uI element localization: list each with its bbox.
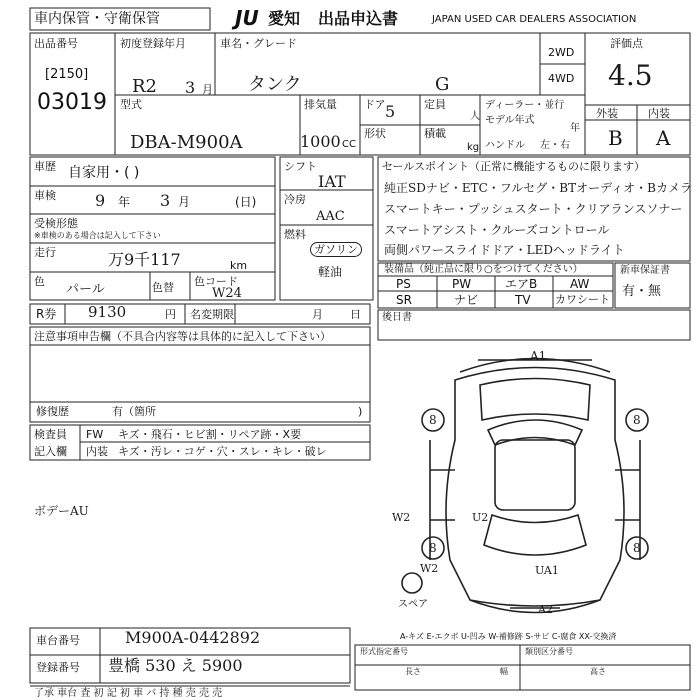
doors-label: ドア [364,98,386,111]
sales-line: 両側パワースライドドア・LEDヘッドライト [384,243,625,257]
plate-label: 登録番号 [36,661,80,674]
equip-aw: AW [570,277,590,291]
spare-label: スペア [398,599,428,610]
fw-options: キズ・飛石・ヒビ割・リペア跡・X要 [118,428,302,441]
equip-leather: カワシート [555,293,610,306]
equip-ps: PS [396,277,411,291]
load-unit: kg [467,142,480,153]
fuel-diesel: 軽油 [318,265,343,279]
doc-field-1: 形式指定番号 [360,647,408,656]
plate-value: 豊橋 530 え 5900 [108,656,243,675]
name-change-day: 日 [350,308,361,321]
ju-logo: JU [235,6,259,30]
ext-label: 外装 [596,107,618,120]
shift-value: IAT [318,172,346,191]
displacement-value: 1000 [300,132,341,151]
sales-line: 純正SDナビ・ETC・フルセグ・BTオーディオ・Bカメラ [384,181,692,195]
equip-tv: TV [515,293,531,307]
length-label: 長さ [405,667,421,676]
mark-w2-side: W2 [392,511,411,524]
color-value: パール [66,282,105,297]
org-english: JAPAN USED CAR DEALERS ASSOCIATION [432,14,637,25]
mileage-label: 走行 [34,246,56,259]
history-value: 自家用・( ) [68,165,140,181]
receipt-label: 受検形態 [34,217,78,230]
model-grade: G [435,74,450,95]
score-label: 評価点 [610,37,643,50]
notes-label: 注意事項申告欄（不具合内容等は具体的に記入して下さい） [34,330,331,343]
first-reg-month: 3 [185,78,196,97]
drive-2wd: 2WD [548,46,575,59]
int-grade: A [656,126,671,150]
cooling-value: AAC [316,209,345,224]
model-year-unit: 年 [570,123,580,134]
lot-label: 出品番号 [34,37,78,50]
inspection-year-unit: 年 [118,195,131,209]
inspection-month: 3 [160,191,171,210]
capacity-unit: 人 [470,111,480,122]
bottom-stamp-row: 了承 車台 査 初 記 初 車 バ 持 種 売 売 売 [34,688,223,699]
lot-number: 03019 [37,90,107,115]
fw-tag: FW [86,428,104,441]
first-reg-era: R2 [132,76,158,97]
inspection-year: 9 [95,191,106,210]
sales-line: スマートキー・プッシュスタート・クリアランスソナー [384,202,683,216]
doc-title: 出品申込書 [318,9,399,28]
inspector-label2: 記入欄 [34,445,67,458]
fuel-label: 燃料 [284,228,306,241]
mark-w2-rear: W2 [420,562,439,575]
load-label: 積載 [424,127,446,140]
mark-tire-rr: 8 [633,541,641,555]
sales-label: セールスポイント（正常に機能するものに限ります） [382,160,646,173]
equip-airbag: エアB [505,277,538,291]
model-label: 車名・グレード [220,37,297,50]
capacity-label: 定員 [424,98,446,111]
dealer-label: ディーラー・並行 [485,100,565,111]
equip-sr: SR [396,293,412,307]
int-label: 内装 [648,107,670,120]
rear-seat-label: 後日書 [382,312,412,323]
cooling-label: 冷房 [284,193,306,206]
type-label: 型式 [120,98,142,111]
lot-sub: [2150] [45,67,89,82]
first-reg-month-unit: 月 [202,83,213,96]
handle-label: ハンドル [485,140,525,151]
doc-field-2: 類別区分番号 [525,647,573,656]
receipt-note: ※車検のある場合は記入して下さい [34,231,161,240]
interior-options: キズ・汚レ・コゲ・穴・スレ・キレ・破レ [118,445,327,458]
mark-u2: U2 [472,511,489,524]
model-year-label: モデル年式 [485,115,535,126]
inspector-note: ボデーAU [34,504,89,518]
mileage-value: 万9千117 [108,250,181,269]
ext-grade: B [608,126,623,150]
mark-tire-fr: 8 [633,413,641,427]
sales-line: スマートアシスト・クルーズコントロール [384,223,610,237]
name-change-month: 月 [312,308,323,321]
damage-legend: A-キズ E-エクボ U-凹み W-補修跡 S-サビ C-腐食 XX-交換済 [400,632,617,641]
mark-tire-fl: 8 [429,413,437,427]
inspection-label: 車検 [34,189,56,202]
mark-tire-rl: 8 [429,541,437,555]
chassis-label: 車台番号 [36,634,80,647]
chassis-value: M900A-0442892 [125,628,261,647]
handle-value: 左・右 [540,140,570,151]
repair-label: 修復歴 [36,405,69,418]
warranty-label: 新車保証書 [620,265,670,276]
repair-close: ) [358,405,363,418]
inspector-label: 検査員 [34,428,67,441]
fuel-gasoline: ガソリン [310,242,362,257]
color-label: 色 [34,275,45,288]
recycle-label: R券 [36,307,57,321]
displacement-unit: CC [342,139,356,150]
org-name: 愛知 [268,9,301,28]
equipment-label: 装備品（純正品に限り○をつけてください） [384,264,583,275]
first-reg-label: 初度登録年月 [120,37,186,50]
color-code-label: 色コード [194,275,238,288]
doors-value: 5 [385,102,396,121]
recycle-value: 9130 [88,303,127,321]
mark-ua1: UA1 [535,564,559,577]
recycle-unit: 円 [165,308,176,321]
shape-label: 形状 [364,127,386,140]
repair-value: 有（箇所 [112,405,156,418]
score-value: 4.5 [608,59,653,92]
shift-label: シフト [284,160,317,173]
height-label: 高さ [590,667,606,676]
model-name: タンク [248,74,302,95]
width-label: 幅 [500,667,508,676]
displacement-label: 排気量 [304,98,337,111]
equip-pw: PW [452,277,472,291]
history-label: 車歴 [34,160,56,173]
drive-4wd: 4WD [548,72,575,85]
warranty-value: 有・無 [622,284,662,299]
storage-title: 車内保管・守衛保管 [34,11,160,27]
inspection-day-unit: (日) [235,195,257,209]
name-change-label: 名変期限 [190,308,234,321]
color-change-label: 色替 [152,281,174,294]
inspection-month-unit: 月 [178,195,191,209]
mark-a2: A2 [538,603,553,616]
mark-a1: A1 [530,349,547,363]
interior-tag: 内装 [86,445,108,458]
equip-navi: ナビ [454,293,479,307]
color-code: W24 [212,286,242,301]
type-value: DBA-M900A [130,132,243,153]
mileage-unit: km [230,259,248,272]
